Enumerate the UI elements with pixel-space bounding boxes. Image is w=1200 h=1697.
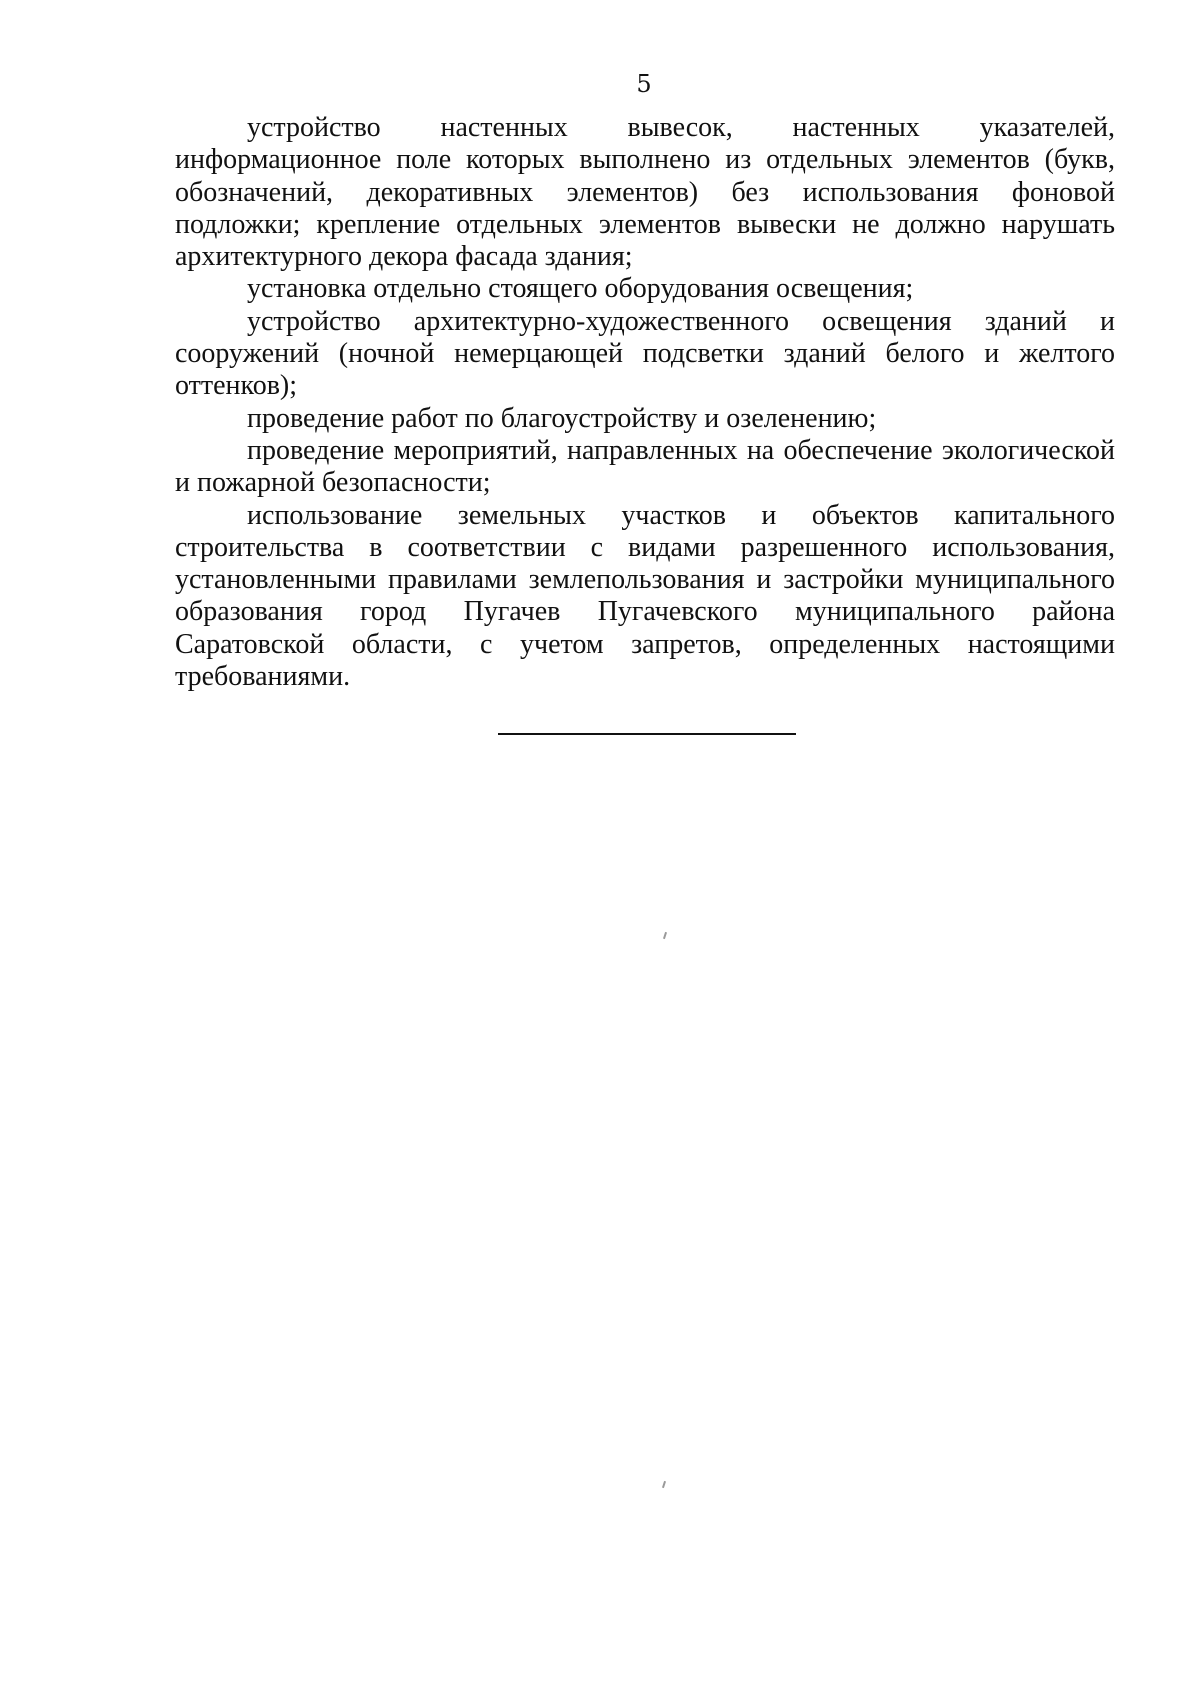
paragraph-architectural-lighting: устройство архитектурно-художественного освещения зданий и сооружений (ночной немерцающей подсветки зданий белого и желтого оттенков);: [175, 305, 1115, 402]
paragraph-safety-measures: проведение мероприятий, направленных на обеспечение экологической и пожарной безопасности;: [175, 434, 1115, 499]
paragraph-landscaping: проведение работ по благоустройству и озеленению;: [247, 402, 877, 434]
scan-speck: [662, 1481, 666, 1488]
page-number: 5: [636, 70, 652, 98]
scan-speck: [663, 932, 667, 939]
paragraph-signage: устройство настенных вывесок, настенных указателей, информационное поле которых выполнено из отдельных элементов (букв, обозначений, декоративных элементов) без использования фоновой подложки; крепление отдельных элементов вывески не должно нарушать архитектурного декора фасада здания;: [175, 112, 1115, 273]
paragraph-lighting-equipment: установка отдельно стоящего оборудования освещения;: [247, 273, 914, 305]
end-separator-line: [498, 733, 796, 735]
document-body: [175, 112, 1115, 693]
paragraph-land-use: использование земельных участков и объектов капитального строительства в соответствии с видами разрешенного использования, установленными правилами землепользования и застройки муниципального образования город Пугачев Пугачевского муниципального района Саратовской области, с учетом запретов, определенных настоящими требованиями.: [175, 499, 1115, 693]
